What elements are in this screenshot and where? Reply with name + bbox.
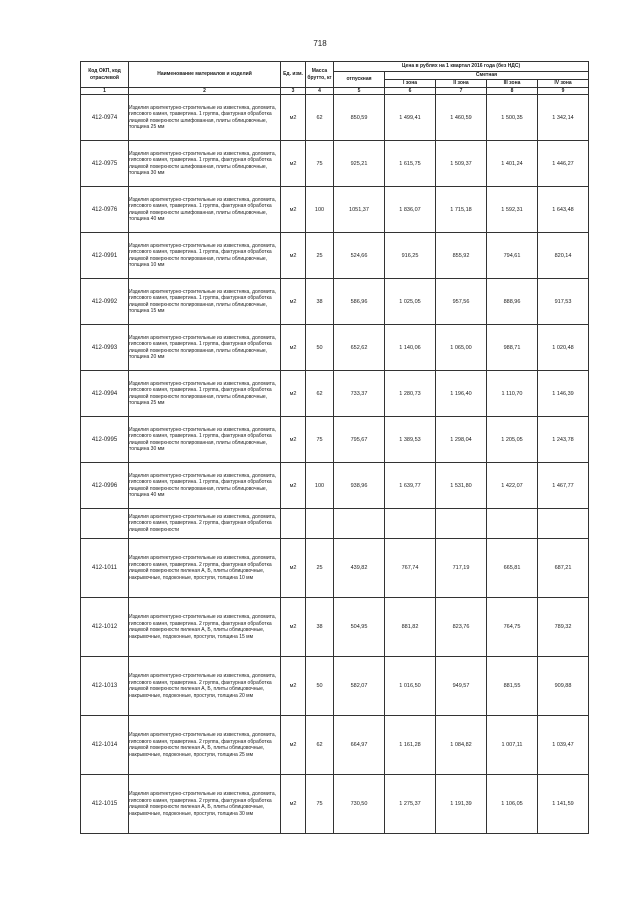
code-cell: 412-0991 [81,233,129,279]
header-estimate: Сметная [385,72,589,80]
unit-cell: м2 [281,325,306,371]
empty-cell [436,509,487,539]
name-cell: Изделия архитектурно-строительные из известняка, доломита, гипсового камня, травертина. 1 группа, фактурная обработка лицевой поверхности полированная, плиты облицовочные, толщина 20 мм [129,325,281,371]
zone-2-price-cell: 1 298,04 [436,417,487,463]
zone-4-price-cell: 909,88 [538,657,589,716]
header-name: Наименование материалов и изделий [129,62,281,88]
release-price-cell: 850,59 [334,95,385,141]
mass-cell: 25 [306,539,334,598]
unit-cell: м2 [281,141,306,187]
empty-cell [385,509,436,539]
zone-3-price-cell: 764,75 [487,598,538,657]
column-number: 9 [538,88,589,95]
mass-cell: 75 [306,775,334,834]
mass-cell: 62 [306,716,334,775]
table-row [81,95,589,141]
code-cell: 412-0996 [81,463,129,509]
mass-cell: 50 [306,657,334,716]
release-price-cell: 938,96 [334,463,385,509]
zone-2-price-cell: 1 084,82 [436,716,487,775]
release-price-cell: 730,50 [334,775,385,834]
mass-cell: 50 [306,325,334,371]
zone-4-price-cell: 1 141,59 [538,775,589,834]
mass-cell: 38 [306,279,334,325]
column-number: 8 [487,88,538,95]
mass-cell: 62 [306,95,334,141]
unit-cell: м2 [281,598,306,657]
zone-1-price-cell: 1 025,05 [385,279,436,325]
zone-2-price-cell: 1 715,18 [436,187,487,233]
mass-cell: 62 [306,371,334,417]
code-cell: 412-1012 [81,598,129,657]
table-row [81,539,589,598]
table-row [81,233,589,279]
zone-4-price-cell: 1 467,77 [538,463,589,509]
release-price-cell: 795,67 [334,417,385,463]
zone-2-price-cell: 1 531,80 [436,463,487,509]
zone-4-price-cell: 917,53 [538,279,589,325]
table-row [81,371,589,417]
unit-cell: м2 [281,233,306,279]
code-cell: 412-1013 [81,657,129,716]
name-cell: Изделия архитектурно-строительные из известняка, доломита, гипсового камня, травертина. 1 группа, фактурная обработка лицевой поверхности полированная, плиты облицовочные, толщина 10 мм [129,233,281,279]
header-zone-4: IV зона [538,80,589,88]
header-code: Код ОКП, код отраслевой [81,62,129,88]
mass-cell: 25 [306,233,334,279]
zone-1-price-cell: 1 161,28 [385,716,436,775]
column-number: 6 [385,88,436,95]
zone-2-price-cell: 1 196,40 [436,371,487,417]
column-number: 5 [334,88,385,95]
mass-cell: 75 [306,417,334,463]
zone-2-price-cell: 1 191,39 [436,775,487,834]
release-price-cell: 1051,37 [334,187,385,233]
code-cell: 412-0993 [81,325,129,371]
name-cell: Изделия архитектурно-строительные из известняка, доломита, гипсового камня, травертина. 1 группа, фактурная обработка лицевой поверхности шлифованная, плиты облицовочные, толщина 40 мм [129,187,281,233]
zone-3-price-cell: 988,71 [487,325,538,371]
name-cell: Изделия архитектурно-строительные из известняка, доломита, гипсового камня, травертина. 1 группа, фактурная обработка лицевой поверхности полированная, плиты облицовочные, толщина 25 мм [129,371,281,417]
mass-cell: 100 [306,187,334,233]
name-cell: Изделия архитектурно-строительные из известняка, доломита, гипсового камня, травертина. 2 группа, фактурная обработка лицевой поверхности пиленая А, Б, плиты облицовочные, накрывочные, подоконные, проступи, толщина 20 мм [129,657,281,716]
zone-4-price-cell: 1 446,27 [538,141,589,187]
zone-1-price-cell: 767,74 [385,539,436,598]
group-header-row [81,509,589,539]
zone-3-price-cell: 665,81 [487,539,538,598]
unit-cell: м2 [281,95,306,141]
empty-cell [487,509,538,539]
unit-cell: м2 [281,371,306,417]
zone-3-price-cell: 1 592,31 [487,187,538,233]
table-row [81,463,589,509]
unit-cell: м2 [281,463,306,509]
zone-4-price-cell: 687,21 [538,539,589,598]
name-cell: Изделия архитектурно-строительные из известняка, доломита, гипсового камня, травертина. 1 группа, фактурная обработка лицевой поверхности полированная, плиты облицовочные, толщина 40 мм [129,463,281,509]
mass-cell: 100 [306,463,334,509]
zone-1-price-cell: 1 275,37 [385,775,436,834]
code-cell: 412-0975 [81,141,129,187]
release-price-cell: 925,21 [334,141,385,187]
zone-1-price-cell: 916,25 [385,233,436,279]
empty-cell [334,509,385,539]
unit-cell: м2 [281,187,306,233]
zone-1-price-cell: 1 140,06 [385,325,436,371]
release-price-cell: 664,97 [334,716,385,775]
table-row [81,775,589,834]
name-cell: Изделия архитектурно-строительные из известняка, доломита, гипсового камня, травертина. 1 группа, фактурная обработка лицевой поверхности шлифованная, плиты облицовочные, толщина 25 мм [129,95,281,141]
zone-2-price-cell: 823,76 [436,598,487,657]
name-cell: Изделия архитектурно-строительные из известняка, доломита, гипсового камня, травертина. 2 группа, фактурная обработка лицевой поверхности пиленая А, Б, плиты облицовочные, накрывочные, подоконные, проступи, толщина 30 мм [129,775,281,834]
table-row [81,657,589,716]
table-row [81,141,589,187]
release-price-cell: 586,96 [334,279,385,325]
code-cell: 412-1014 [81,716,129,775]
zone-1-price-cell: 1 639,77 [385,463,436,509]
zone-4-price-cell: 820,14 [538,233,589,279]
column-number-row [81,88,589,95]
unit-cell: м2 [281,775,306,834]
release-price-cell: 582,07 [334,657,385,716]
group-header-text: Изделия архитектурно-строительные из известняка, доломита, гипсового камня, травертина. 2 группа, фактурная обработка лицевой поверхности [129,509,281,539]
unit-cell: м2 [281,716,306,775]
name-cell: Изделия архитектурно-строительные из известняка, доломита, гипсового камня, травертина. 2 группа, фактурная обработка лицевой поверхности пиленая А, Б, плиты облицовочные, накрывочные, подоконные, проступи, толщина 15 мм [129,598,281,657]
zone-3-price-cell: 1 205,05 [487,417,538,463]
zone-2-price-cell: 1 509,37 [436,141,487,187]
code-cell: 412-0976 [81,187,129,233]
column-number: 3 [281,88,306,95]
name-cell: Изделия архитектурно-строительные из известняка, доломита, гипсового камня, травертина. 2 группа, фактурная обработка лицевой поверхности пиленая А, Б, плиты облицовочные, накрывочные, подоконные, проступи, толщина 10 мм [129,539,281,598]
mass-cell: 38 [306,598,334,657]
zone-3-price-cell: 1 106,05 [487,775,538,834]
code-cell: 412-0974 [81,95,129,141]
release-price-cell: 733,37 [334,371,385,417]
zone-3-price-cell: 794,61 [487,233,538,279]
table-row [81,417,589,463]
unit-cell: м2 [281,539,306,598]
zone-2-price-cell: 1 460,59 [436,95,487,141]
unit-cell: м2 [281,657,306,716]
code-cell: 412-1011 [81,539,129,598]
zone-2-price-cell: 949,57 [436,657,487,716]
zone-3-price-cell: 888,96 [487,279,538,325]
empty-cell [81,509,129,539]
table-row [81,279,589,325]
column-number: 7 [436,88,487,95]
column-number: 4 [306,88,334,95]
release-price-cell: 652,62 [334,325,385,371]
code-cell: 412-0992 [81,279,129,325]
column-number: 2 [129,88,281,95]
zone-1-price-cell: 1 499,41 [385,95,436,141]
header-mass: Масса брутто, кг [306,62,334,88]
column-number: 1 [81,88,129,95]
release-price-cell: 439,82 [334,539,385,598]
header-release: отпускная [334,72,385,88]
zone-1-price-cell: 1 016,50 [385,657,436,716]
code-cell: 412-0995 [81,417,129,463]
name-cell: Изделия архитектурно-строительные из известняка, доломита, гипсового камня, травертина. 1 группа, фактурная обработка лицевой поверхности полированная, плиты облицовочные, толщина 30 мм [129,417,281,463]
zone-1-price-cell: 1 389,53 [385,417,436,463]
zone-3-price-cell: 1 110,70 [487,371,538,417]
empty-cell [281,509,306,539]
header-unit: Ед. изм. [281,62,306,88]
zone-2-price-cell: 855,92 [436,233,487,279]
mass-cell: 75 [306,141,334,187]
header-zone-3: III зона [487,80,538,88]
zone-3-price-cell: 1 500,35 [487,95,538,141]
zone-4-price-cell: 1 243,78 [538,417,589,463]
price-table [80,61,589,834]
table-row [81,716,589,775]
code-cell: 412-1015 [81,775,129,834]
zone-4-price-cell: 1 643,48 [538,187,589,233]
zone-3-price-cell: 1 401,24 [487,141,538,187]
zone-4-price-cell: 1 146,39 [538,371,589,417]
zone-1-price-cell: 1 280,73 [385,371,436,417]
zone-2-price-cell: 957,56 [436,279,487,325]
name-cell: Изделия архитектурно-строительные из известняка, доломита, гипсового камня, травертина. 2 группа, фактурная обработка лицевой поверхности пиленая А, Б, плиты облицовочные, накрывочные, подоконные, проступи, толщина 25 мм [129,716,281,775]
zone-3-price-cell: 881,55 [487,657,538,716]
header-zone-1: I зона [385,80,436,88]
release-price-cell: 504,95 [334,598,385,657]
zone-4-price-cell: 1 039,47 [538,716,589,775]
table-row [81,325,589,371]
unit-cell: м2 [281,417,306,463]
table-row [81,598,589,657]
zone-1-price-cell: 1 836,07 [385,187,436,233]
zone-3-price-cell: 1 007,11 [487,716,538,775]
empty-cell [306,509,334,539]
table-row [81,187,589,233]
zone-4-price-cell: 789,32 [538,598,589,657]
code-cell: 412-0994 [81,371,129,417]
zone-1-price-cell: 1 615,75 [385,141,436,187]
zone-4-price-cell: 1 342,14 [538,95,589,141]
header-price-group: Цена в рублях на 1 квартал 2016 года (без НДС) [334,62,589,72]
unit-cell: м2 [281,279,306,325]
zone-2-price-cell: 717,19 [436,539,487,598]
zone-4-price-cell: 1 020,48 [538,325,589,371]
zone-1-price-cell: 881,82 [385,598,436,657]
header-zone-2: II зона [436,80,487,88]
page-number: 718 [313,39,327,48]
empty-cell [538,509,589,539]
release-price-cell: 524,66 [334,233,385,279]
name-cell: Изделия архитектурно-строительные из известняка, доломита, гипсового камня, травертина. 1 группа, фактурная обработка лицевой поверхности шлифованная, плиты облицовочные, толщина 30 мм [129,141,281,187]
name-cell: Изделия архитектурно-строительные из известняка, доломита, гипсового камня, травертина. 1 группа, фактурная обработка лицевой поверхности полированная, плиты облицовочные, толщина 15 мм [129,279,281,325]
zone-2-price-cell: 1 065,00 [436,325,487,371]
zone-3-price-cell: 1 422,07 [487,463,538,509]
